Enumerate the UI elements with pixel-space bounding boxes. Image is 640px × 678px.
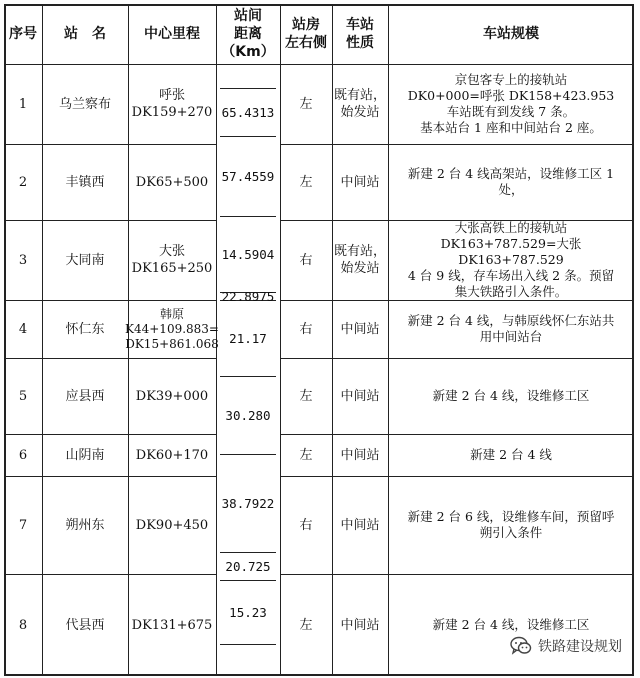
row-mileage-line: DK90+450 [135, 517, 209, 533]
distance-value-line: 20.725 [225, 558, 271, 574]
row-divider [216, 64, 280, 65]
row-station [42, 574, 128, 676]
row-nature [332, 300, 388, 358]
distance-value-line: 38.7922 [221, 495, 275, 511]
row-nature-line: 始发站 [340, 105, 380, 120]
row-nature [332, 574, 388, 676]
row-station-line: 应县西 [65, 388, 105, 404]
row-mileage [128, 358, 216, 434]
row-scale-line: 车站既有到发线 7 条。 [446, 104, 576, 119]
row-side-line: 左 [299, 96, 313, 112]
row-scale-line: 新建 2 台 4 线高架站，设维修工区 1 [407, 166, 615, 181]
distance-value [220, 300, 276, 376]
row-mileage-line: DK60+170 [135, 447, 209, 463]
row-seq [4, 574, 42, 676]
header-scale-line: 车站规模 [483, 26, 539, 42]
header-seq-line: 序号 [9, 26, 37, 42]
row-mileage-line: 大张 [158, 244, 185, 259]
row-mileage-line: DK65+500 [135, 174, 209, 190]
row-mileage-line: DK15+861.068 [125, 336, 219, 351]
row-mileage [128, 144, 216, 220]
station-table [4, 4, 634, 676]
row-nature-line: 既有站， [333, 88, 386, 103]
header-distance-line: 站间 [234, 8, 262, 24]
distance-value [220, 216, 276, 292]
row-station [42, 358, 128, 434]
row-scale [388, 434, 634, 476]
row-mileage-line: DK39+000 [135, 388, 209, 404]
watermark [510, 636, 622, 656]
header-distance-line: （Km） [221, 44, 275, 60]
row-side [280, 358, 332, 434]
row-side-line: 左 [299, 447, 313, 463]
row-scale-line: 新建 2 台 4 线，设维修工区 [432, 388, 590, 403]
header-scale [388, 4, 634, 64]
row-mileage [128, 220, 216, 300]
row-mileage-line: DK131+675 [131, 617, 213, 633]
row-side [280, 64, 332, 144]
row-seq-line: 7 [18, 517, 28, 533]
row-scale [388, 476, 634, 574]
row-seq [4, 220, 42, 300]
row-side [280, 574, 332, 676]
row-station-line: 丰镇西 [65, 174, 105, 190]
distance-value-line: 15.23 [229, 604, 267, 620]
distance-value-line: 14.5904 [221, 246, 275, 262]
row-seq-line: 4 [18, 321, 28, 337]
row-nature [332, 64, 388, 144]
distance-value-line: 30.280 [225, 407, 271, 423]
row-side [280, 144, 332, 220]
row-mileage-line: K44+109.883= [125, 321, 219, 336]
header-side [280, 4, 332, 64]
row-scale [388, 64, 634, 144]
row-mileage [128, 64, 216, 144]
row-seq-line: 8 [18, 617, 28, 633]
distance-value-line: 22.8975 [221, 288, 275, 304]
distance-value-line: 21.17 [229, 330, 267, 346]
row-mileage-line: 韩原 [159, 306, 184, 321]
row-scale-line: 京包客专上的接轨站 [454, 72, 568, 87]
row-seq [4, 144, 42, 220]
row-nature-line: 中间站 [340, 517, 380, 533]
row-side-line: 右 [299, 321, 313, 337]
row-scale-line: 新建 2 台 4 线 [470, 447, 552, 462]
watermark-text: 铁路建设规划 [538, 639, 622, 655]
row-mileage [128, 434, 216, 476]
row-scale-line: DK163+787.529=大张 DK163+787.529 [440, 236, 582, 267]
row-scale [388, 220, 634, 300]
row-station [42, 476, 128, 574]
header-station-line: 站 名 [64, 26, 106, 42]
row-station-line: 大同南 [65, 252, 105, 268]
row-scale-line: 新建 2 台 4 线，与韩原线怀仁东站共 [407, 313, 615, 328]
row-nature-line: 中间站 [340, 174, 380, 190]
row-mileage [125, 300, 219, 358]
row-side-line: 右 [299, 252, 313, 268]
row-scale [388, 358, 634, 434]
row-side [280, 300, 332, 358]
row-mileage [128, 574, 216, 676]
row-scale-line: 基本站台 1 座和中间站台 2 座。 [420, 120, 602, 135]
row-station-line: 代县西 [65, 617, 105, 633]
distance-value [220, 136, 276, 216]
row-nature [332, 220, 388, 300]
row-nature-line: 既有站， [333, 244, 386, 259]
distance-value-line: 65.4313 [221, 104, 275, 120]
row-side [280, 476, 332, 574]
distance-value [220, 88, 276, 136]
row-scale-line: 处， [498, 182, 524, 197]
row-scale-line: DK0+000=呼张 DK158+423.953 [407, 88, 615, 103]
header-mileage-line: 中心里程 [144, 26, 200, 42]
row-seq-line: 3 [18, 252, 28, 268]
row-mileage-line: DK165+250 [131, 261, 213, 276]
row-nature [332, 434, 388, 476]
row-station-line: 怀仁东 [65, 321, 105, 337]
row-nature [332, 476, 388, 574]
distance-value [220, 376, 276, 454]
row-seq-line: 6 [18, 447, 28, 463]
distance-value [220, 288, 276, 304]
row-station [42, 220, 128, 300]
distance-value-line: 57.4559 [221, 168, 275, 184]
header-seq [4, 4, 42, 64]
row-station [42, 300, 128, 358]
row-mileage [128, 476, 216, 574]
row-station-line: 朔州东 [65, 517, 105, 533]
row-seq [4, 434, 42, 476]
row-side [280, 220, 332, 300]
header-distance-line: 距离 [234, 26, 262, 42]
row-mileage-line: DK159+270 [131, 105, 213, 120]
row-scale [388, 300, 634, 358]
row-nature-line: 始发站 [340, 261, 380, 276]
row-scale-line: 朔引入条件 [479, 525, 543, 540]
row-nature-line: 中间站 [340, 447, 380, 463]
header-side-line: 站房 [292, 17, 320, 33]
row-side-line: 左 [299, 388, 313, 404]
row-scale-line: 新建 2 台 6 线，设维修车间，预留呼 [407, 509, 615, 524]
row-seq-line: 2 [18, 174, 28, 190]
row-nature-line: 中间站 [340, 388, 380, 404]
row-scale [388, 574, 634, 676]
header-nature-line: 性质 [346, 35, 374, 51]
row-seq [4, 476, 42, 574]
header-station [42, 4, 128, 64]
wechat-icon [510, 636, 532, 656]
header-nature [332, 4, 388, 64]
row-station-line: 乌兰察布 [58, 96, 111, 112]
row-nature [332, 144, 388, 220]
row-scale-line: 用中间站台 [479, 329, 543, 344]
row-scale-line: 新建 2 台 4 线，设维修工区 [432, 617, 590, 632]
row-side-line: 右 [299, 517, 313, 533]
row-side-line: 左 [299, 617, 313, 633]
row-nature-line: 中间站 [340, 321, 380, 337]
row-side-line: 左 [299, 174, 313, 190]
row-scale-line: 集大铁路引入条件。 [454, 284, 568, 299]
distance-value [220, 580, 276, 644]
row-scale-line: 4 台 9 线，存车场出入线 2 条。预留 [407, 268, 615, 283]
header-nature-line: 车站 [346, 17, 374, 33]
header-mileage [128, 4, 216, 64]
row-nature-line: 中间站 [340, 617, 380, 633]
row-scale [388, 144, 634, 220]
distance-box-line [220, 644, 276, 645]
distance-value [220, 552, 276, 580]
distance-value [220, 454, 276, 552]
row-side [280, 434, 332, 476]
row-seq-line: 5 [18, 388, 28, 404]
row-station-line: 山阴南 [65, 447, 105, 463]
row-scale-line: 大张高铁上的接轨站 [454, 220, 568, 235]
row-station [42, 434, 128, 476]
row-mileage-line: 呼张 [158, 88, 185, 103]
row-seq [4, 300, 42, 358]
row-seq [4, 358, 42, 434]
row-seq [4, 64, 42, 144]
row-seq-line: 1 [18, 96, 28, 112]
header-side-line: 左右侧 [285, 35, 327, 51]
row-nature [332, 358, 388, 434]
header-distance [216, 4, 280, 64]
row-station [42, 64, 128, 144]
row-station [42, 144, 128, 220]
